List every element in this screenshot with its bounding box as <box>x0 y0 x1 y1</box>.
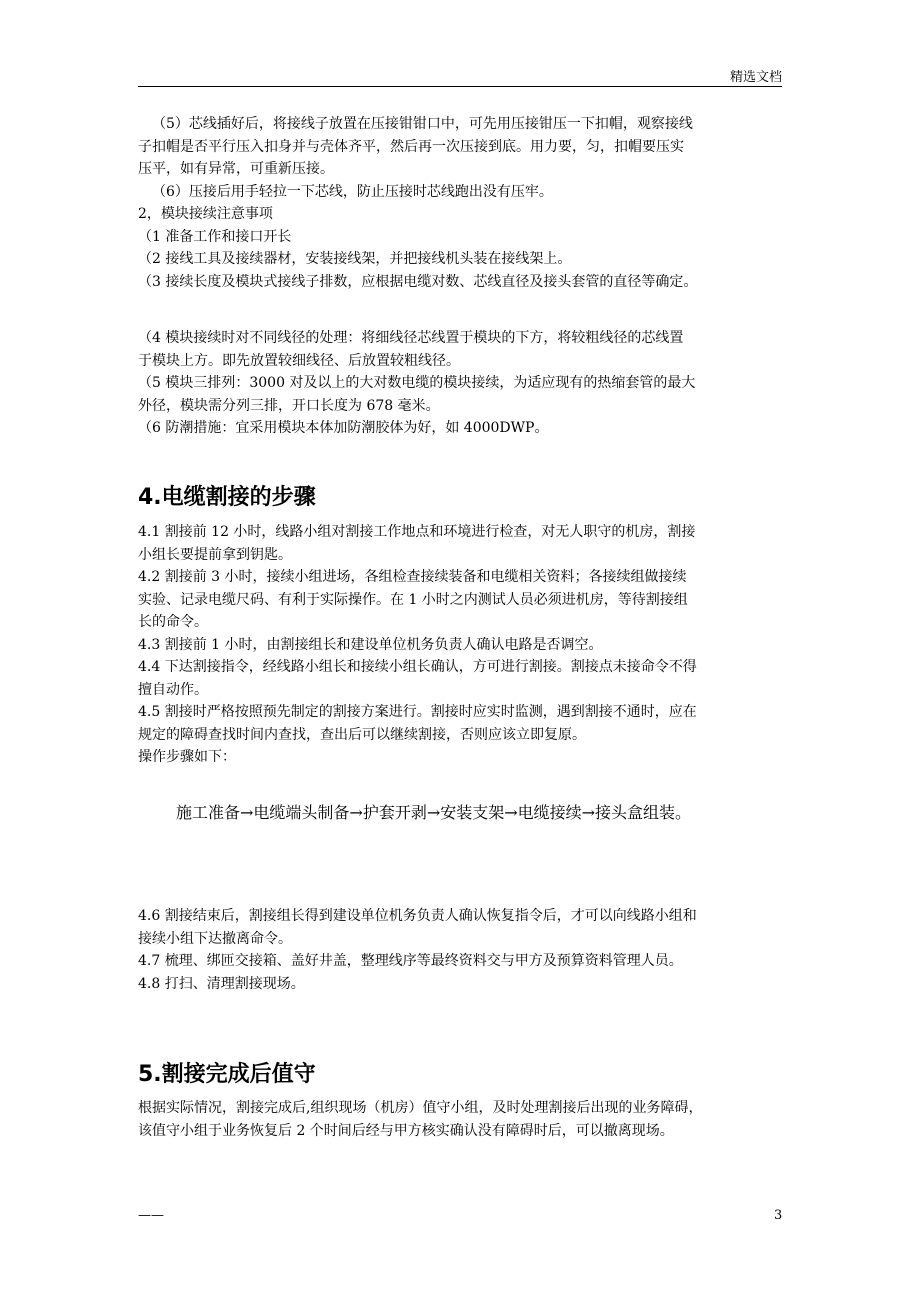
paragraph-line: （6）压接后用手轻拉一下芯线，防止压接时芯线跑出没有压牢。 <box>152 183 553 200</box>
paragraph-line: 根据实际情况，割接完成后,组织现场（机房）值守小组，及时处理割接后出现的业务障碍， <box>138 1100 703 1116</box>
paragraph-line: 4.4 下达割接指令，经线路小组长和接续小组长确认，方可进行割接。割接点未接命令不得 <box>138 659 697 675</box>
subheading-line: 2，模块接续注意事项 <box>138 206 273 222</box>
footer-mark: —— <box>138 1208 164 1223</box>
paragraph-line: 4.5 割接时严格按照预先制定的割接方案进行。割接时应实时监测，遇到割接不通时，应在 <box>138 704 697 720</box>
paragraph-line: （5）芯线插好后，将接线子放置在压接钳钳口中，可先用压接钳压一下扣帽，观察接线 <box>152 116 693 132</box>
paragraph-line: 外径，模块需分列三排，开口长度为 678 毫米。 <box>138 397 440 414</box>
section-5-body <box>138 1097 784 1142</box>
paragraph-line: （6 防潮措施：宜采用模块本体加防潮胶体为好，如 4000DWP。 <box>138 420 549 436</box>
paragraph-line: 操作步骤如下： <box>138 749 236 765</box>
section-4-heading: 4.电缆割接的步骤 <box>138 485 316 510</box>
paragraph-line: 长的命令。 <box>138 614 208 630</box>
header-label: 精选文档 <box>729 70 782 85</box>
paragraph-line: 小组长要提前拿到钥匙。 <box>138 546 292 563</box>
paragraph-line: 4.7 梳理、绑匝交接箱、盖好井盖，整理线序等最终资料交与甲方及预算资料管理人员。 <box>138 953 683 969</box>
paragraph-line: （5 模块三排列：3000 对及以上的大对数电缆的模块接续，为适应现有的热缩套管的最大 <box>138 375 696 391</box>
section-5-heading: 5.割接完成后值守 <box>138 1062 316 1087</box>
paragraph-line: 接续小组下达撤离命令。 <box>138 930 292 947</box>
paragraph-line: 压平，如有异常，可重新压接。 <box>138 161 334 177</box>
paragraph-line: 4.8 打扫、清理割接现场。 <box>138 975 305 992</box>
module-notes-block-2 <box>138 327 784 440</box>
paragraph-line: 4.1 割接前 12 小时，线路小组对割接工作地点和环境进行检查，对无人职守的机房，割接 <box>138 524 696 540</box>
page-header <box>138 58 782 87</box>
paragraph-line: 子扣帽是否平行压入扣身并与壳体齐平，然后再一次压接到底。用力要，匀，扣帽要压实 <box>138 138 684 155</box>
paragraph-line: 规定的障碍查找时间内查找，查出后可以继续割接，否则应该立即复原。 <box>138 726 586 743</box>
paragraph-line: 该值守小组于业务恢复后 2 个时间后经与甲方核实确认没有障碍时后，可以撤离现场。 <box>138 1122 674 1139</box>
paragraph-line: 4.6 割接结束后，割接组长得到建设单位机务负责人确认恢复指令后，才可以向线路小组和 <box>138 908 697 924</box>
paragraph-line: （1 准备工作和接口开长 <box>138 228 292 245</box>
paragraph-line: （3 接续长度及模块式接线子排数，应根据电缆对数、芯线直径及接头套管的直径等确定。 <box>138 273 698 290</box>
paragraph-line: 于模块上方。即先放置较细线径、后放置较粗线径。 <box>138 352 460 369</box>
splice-steps-block <box>138 113 784 203</box>
paragraph-line: 实验、记录电缆尺码、有利于实际操作。在 1 小时之内测试人员必须进机房，等待割接组 <box>138 591 688 608</box>
paragraph-line: 4.2 割接前 3 小时，接续小组进场，各组检查接续装备和电缆相关资料；各接续组做接续 <box>138 569 687 585</box>
module-notes-block <box>138 203 784 293</box>
paragraph-line: （2 接线工具及接续器材，安装接线架，并把接线机头装在接线架上。 <box>138 251 572 267</box>
page-number: 3 <box>774 1208 783 1223</box>
operation-flow: 施工准备→电缆端头制备→护套开剥→安装支架→电缆接续→接头盒组装。 <box>176 803 692 822</box>
paragraph-line: 擅自动作。 <box>138 681 208 698</box>
paragraph-line: 4.3 割接前 1 小时，由割接组长和建设单位机务负责人确认电路是否调空。 <box>138 636 603 653</box>
section-4-body <box>138 521 784 769</box>
section-4-body-2 <box>138 905 784 995</box>
paragraph-line: （4 模块接续时对不同线径的处理：将细线径芯线置于模块的下方，将较粗线径的芯线置 <box>138 330 684 346</box>
